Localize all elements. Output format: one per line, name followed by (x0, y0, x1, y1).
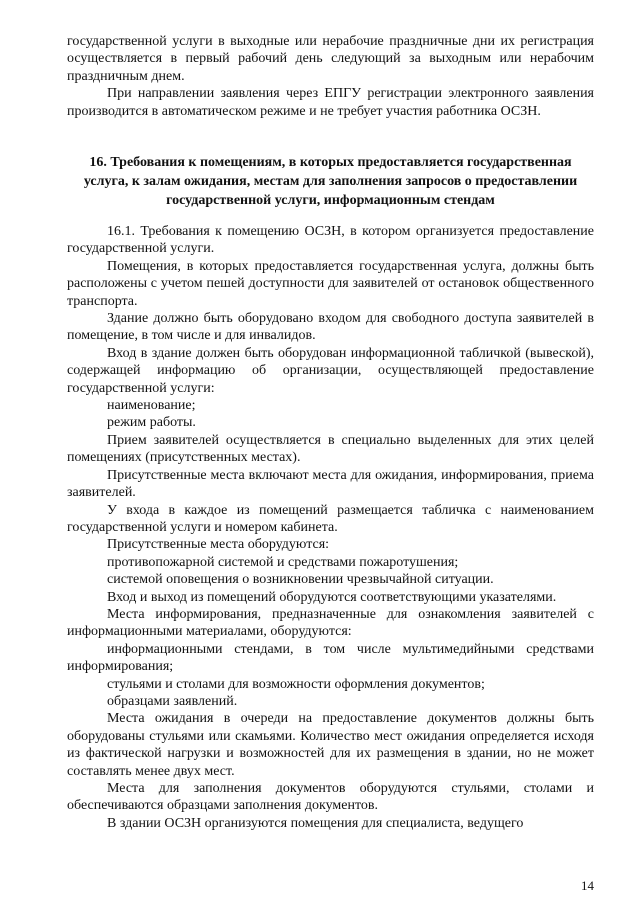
list-item: противопожарной системой и средствами пожаротушения; (107, 554, 459, 570)
paragraph: Прием заявителей осуществляется в специально выделенных для этих целей помещениях (присутственных местах). (67, 432, 594, 466)
paragraph: Присутственные места включают места для ожидания, информирования, приема заявителей. (67, 467, 594, 501)
paragraph: Места информирования, предназначенные для ознакомления заявителей с информационными материалами, оборудуются: (67, 606, 594, 640)
top-text-block (67, 33, 594, 120)
paragraph-continuation: государственной услуги в выходные или нерабочие праздничные дни их регистрация осуществляется в первый рабочий день следующий за выходным или нерабочим праздничным днем. (67, 34, 594, 84)
list-item: стульями и столами для возможности оформления документов; (107, 676, 485, 692)
list-item: системой оповещения о возникновении чрезвычайной ситуации. (107, 572, 494, 588)
paragraph: Присутственные места оборудуются: (107, 537, 330, 553)
paragraph: В здании ОСЗН организуются помещения для специалиста, ведущего (107, 815, 524, 831)
paragraph: Места ожидания в очереди на предоставление документов должны быть оборудованы стульями или скамьями. Количество мест ожидания определяется исходя из фактической нагрузки и возможностей для их размещения в здании, но не может составлять менее двух мест. (67, 711, 594, 779)
list-item: образцами заявлений. (107, 693, 238, 709)
paragraph: Вход и выход из помещений оборудуются соответствующими указателями. (107, 589, 557, 605)
list-item: наименование; (107, 398, 196, 414)
paragraph: У входа в каждое из помещений размещается табличка с наименованием государственной услуги и номером кабинета. (67, 502, 594, 535)
list-item: режим работы. (107, 415, 196, 431)
paragraph: Вход в здание должен быть оборудован информационной табличкой (вывеской), содержащей информацию об организации, осуществляющей предоставление государственной услуги: (67, 345, 594, 396)
section-body (67, 223, 594, 832)
paragraph-epgu: При направлении заявления через ЕПГУ регистрации электронного заявления производится в автоматическом режиме и не требует участия работника ОСЗН. (67, 86, 594, 119)
paragraph: Помещения, в которых предоставляется государственная услуга, должны быть расположены с учетом пешей доступности для заявителей от остановок общественного транспорта. (67, 258, 594, 309)
paragraph: 16.1. Требования к помещению ОСЗН, в котором организуется предоставление государственной услуги. (67, 224, 594, 257)
list-item: информационными стендами, в том числе мультимедийными средствами информирования; (67, 641, 594, 675)
paragraph: Здание должно быть оборудовано входом для свободного доступа заявителей в помещение, в том числе и для инвалидов. (67, 311, 594, 344)
paragraph: Места для заполнения документов оборудуются стульями, столами и обеспечиваются образцами заполнения документов. (67, 781, 594, 814)
section-heading: 16. Требования к помещениям, в которых предоставляется государственная услуга, к залам ожидания, местам для заполнения запросов о предоставлении государственной услуги, информационным стендам (83, 155, 578, 208)
page-number: 14 (581, 878, 594, 893)
